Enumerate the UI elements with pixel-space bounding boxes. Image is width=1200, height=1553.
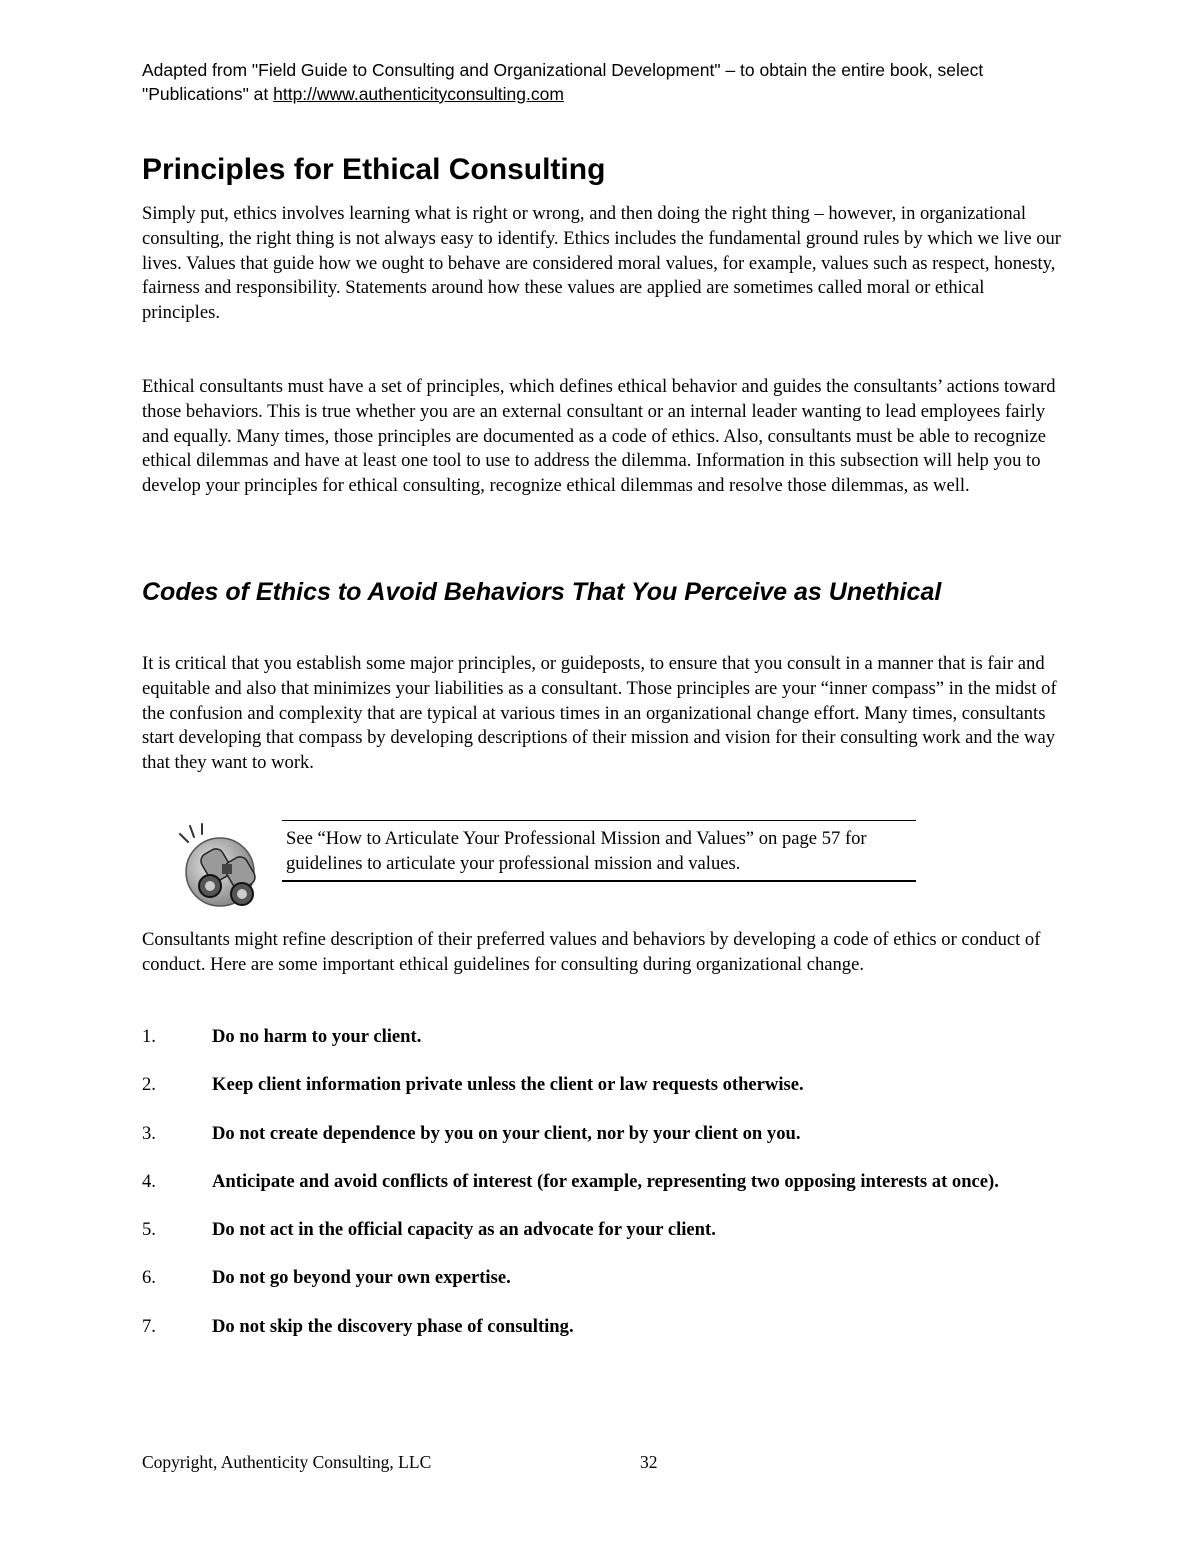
- page-footer: [142, 1450, 1062, 1474]
- list-item-number: 3.: [142, 1122, 156, 1144]
- binoculars-icon: [172, 820, 280, 914]
- list-item: [142, 1218, 1062, 1243]
- see-also-callout: [282, 820, 916, 882]
- list-item-text: Keep client information private unless the client or law requests otherwise.: [212, 1074, 804, 1096]
- footer-copyright: Copyright, Authenticity Consulting, LLC: [142, 1452, 432, 1472]
- page-title: Principles for Ethical Consulting: [142, 153, 606, 186]
- list-item-number: 4.: [142, 1170, 156, 1192]
- guidelines-intro-paragraph: Consultants might refine description of their preferred values and behaviors by developing a code of ethics or conduct of conduct. Here are some important ethical guidelines for consulting during organizational change.: [142, 929, 1041, 975]
- header-link[interactable]: http://www.authenticityconsulting.com: [273, 84, 564, 104]
- list-item-number: 1.: [142, 1026, 156, 1047]
- see-also-text: See “How to Articulate Your Professional Mission and Values” on page 57 for guidelines to articulate your professional mission and values.: [286, 828, 867, 874]
- list-item-text: Anticipate and avoid conflicts of interest (for example, representing two opposing interests at once).: [212, 1170, 999, 1192]
- list-item: [142, 1025, 1062, 1050]
- intro-paragraph-1: Simply put, ethics involves learning what is right or wrong, and then doing the right thing – however, in organizational consulting, the right thing is not always easy to identify. Ethics includes the fundamental ground rules by which we live our lives. Values that guide how we ought to behave are considered moral values, for example, values such as respect, honesty, fairness and responsibility. Statements around how these values are applied are sometimes called moral or ethical principles.: [142, 203, 1062, 324]
- list-item-text: Do not act in the official capacity as an advocate for your client.: [212, 1219, 716, 1241]
- section-intro-paragraph: It is critical that you establish some major principles, or guideposts, to ensure that you consult in a manner that is fair and equitable and also that minimizes your liabilities as a consultant. Those principles are your “inner compass” in the midst of the confusion and complexity that are typical at various times in an organizational change effort. Many times, consultants start developing that compass by developing descriptions of their mission and vision for their consulting work and the way that they want to work.: [142, 653, 1057, 774]
- list-item-number: 7.: [142, 1315, 156, 1337]
- section-heading: Codes of Ethics to Avoid Behaviors That You Perceive as Unethical: [142, 578, 942, 606]
- ethical-guidelines-list: [142, 1025, 1062, 1363]
- list-item-text: Do not create dependence by you on your client, nor by your client on you.: [212, 1122, 801, 1144]
- list-item-number: 5.: [142, 1219, 156, 1241]
- list-item-number: 2.: [142, 1074, 156, 1096]
- list-item-text: Do no harm to your client.: [212, 1026, 422, 1047]
- list-item: [142, 1122, 1062, 1147]
- list-item: [142, 1170, 1062, 1195]
- list-item-number: 6.: [142, 1267, 156, 1289]
- list-item: [142, 1073, 1062, 1098]
- list-item: [142, 1315, 1062, 1340]
- page-header: [142, 58, 1042, 106]
- list-item-text: Do not go beyond your own expertise.: [212, 1267, 511, 1289]
- list-item: [142, 1266, 1062, 1291]
- header-text: Adapted from "Field Guide to Consulting and Organizational Development" – to obtain the entire book, select "Publications" at: [142, 60, 984, 104]
- intro-paragraph-2: Ethical consultants must have a set of principles, which defines ethical behavior and guides the consultants’ actions toward those behaviors. This is true whether you are an external consultant or an internal leader wanting to lead employees fairly and equally. Many times, those principles are documented as a code of ethics. Also, consultants must be able to recognize ethical dilemmas and have at least one tool to use to address the dilemma. Information in this subsection will help you to develop your principles for ethical consulting, recognize ethical dilemmas and resolve those dilemmas, as well.: [142, 376, 1056, 497]
- page-number: 32: [640, 1452, 658, 1472]
- list-item-text: Do not skip the discovery phase of consulting.: [212, 1315, 574, 1337]
